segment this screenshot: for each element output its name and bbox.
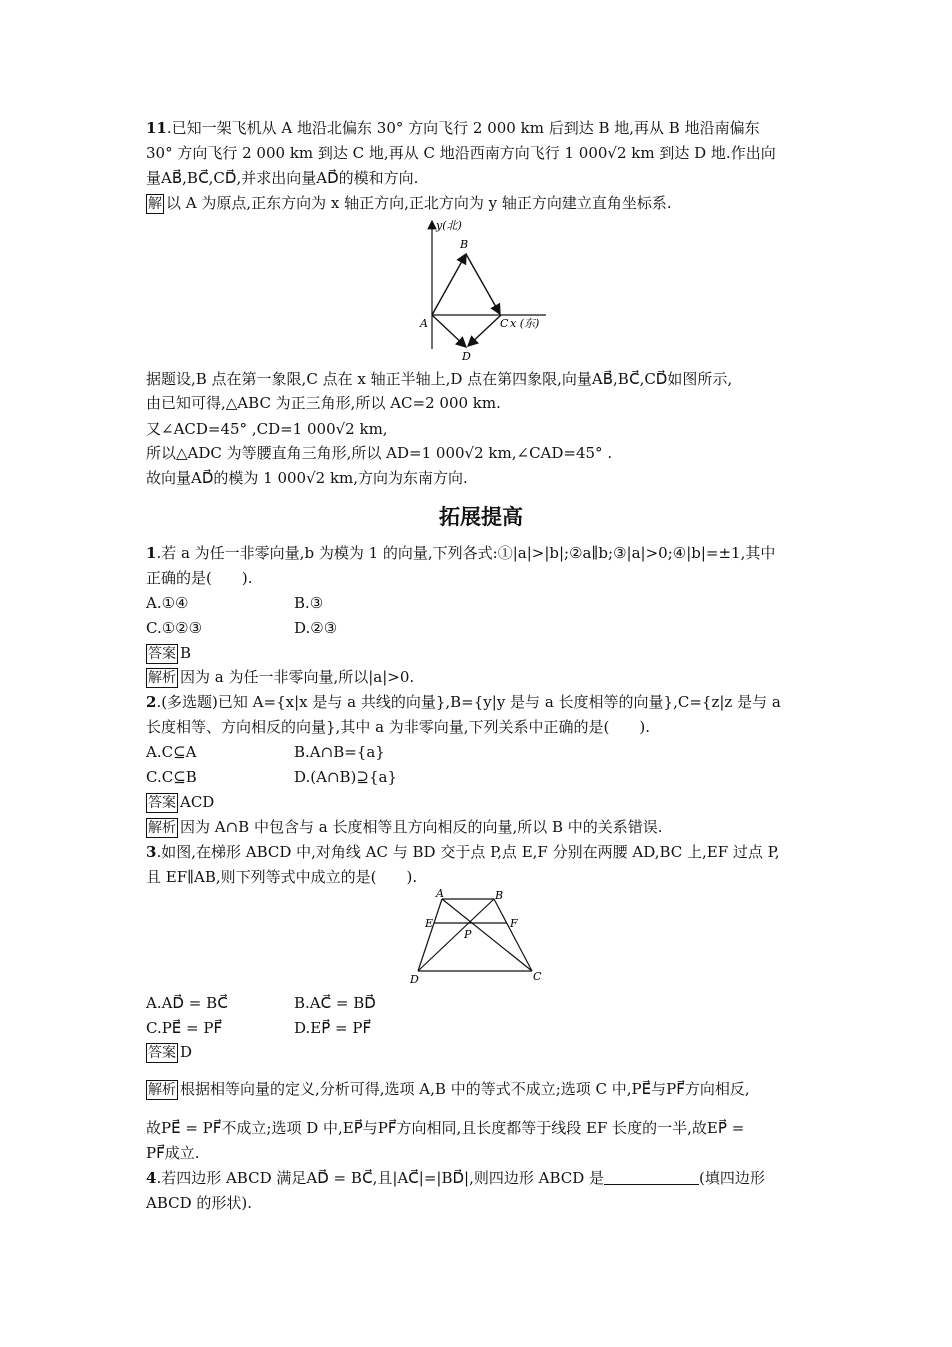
vector-ad: [432, 315, 466, 347]
point-a-label: A: [420, 317, 428, 330]
q3-answer: 答案 D: [148, 1043, 193, 1061]
explanation-tag: 解析: [148, 670, 176, 686]
q1-line-2: 正确的是( ).: [146, 569, 253, 587]
q11-line-3: 量AB⃗,BC⃗,CD⃗,并求出向量AD⃗的模和方向.: [146, 169, 419, 187]
trap-label-c: C: [533, 970, 542, 983]
explanation-tag: 解析: [148, 1082, 176, 1098]
q11-solution-line-4: 又∠ACD=45° ,CD=1 000√2 km,: [146, 420, 388, 438]
q3-option-b: B.AC⃗ = BD⃗: [294, 994, 376, 1012]
q11-solution-line-1: 解 以 A 为原点,正东方向为 x 轴正方向,正北方向为 y 轴正方向建立直角坐标系.: [148, 194, 672, 212]
answer-blank: [604, 1170, 699, 1185]
q1-option-d: D.②③: [294, 619, 338, 637]
trap-label-f: F: [510, 917, 518, 930]
trap-label-a: A: [436, 888, 444, 900]
q11-solution-line-2: 据题设,B 点在第一象限,C 点在 x 轴正半轴上,D 点在第四象限,向量AB⃗,BC⃗,CD⃗如图所示,: [146, 370, 733, 388]
q2-answer: 答案 ACD: [148, 793, 215, 811]
q4-line-2: ABCD 的形状).: [146, 1194, 253, 1212]
answer-tag: 答案: [148, 795, 176, 811]
solution-tag: 解: [148, 196, 162, 212]
q2-line-2: 长度相等、方向相反的向量},其中 a 为非零向量,下列关系中正确的是( ).: [146, 718, 651, 736]
q1-option-c: C.①②③: [146, 619, 203, 637]
q11-number: 11: [146, 119, 167, 137]
q1-option-b: B.③: [294, 594, 324, 612]
q3-option-d: D.EP⃗ = PF⃗: [294, 1019, 372, 1037]
vector-cd: [468, 315, 501, 346]
trap-label-e: E: [425, 917, 434, 930]
q2-option-d: D.(A∩B)⊇{a}: [294, 768, 397, 786]
point-c-label: C: [500, 317, 509, 330]
vector-bc: [466, 254, 500, 314]
y-axis-label: y(北): [436, 219, 462, 232]
q1-option-a: A.①④: [146, 594, 189, 612]
q3-option-a: A.AD⃗ = BC⃗: [146, 994, 228, 1012]
q3-explanation-line-2: 故PE⃗ = PF⃗不成立;选项 D 中,EP⃗与PF⃗方向相同,且长度都等于线段 EF 长度的一半,故EP⃗ =: [146, 1119, 745, 1137]
q2-option-b: B.A∩B={a}: [294, 743, 385, 761]
q2-explanation: 解析 因为 A∩B 中包含与 a 长度相等且方向相反的向量,所以 B 中的关系错误.: [148, 818, 663, 836]
q2-option-c: C.C⊆B: [146, 768, 197, 786]
q2-line-1: 2.(多选题)已知 A={x|x 是与 a 共线的向量},B={y|y 是与 a 长度相等的向量},C={z|z 是与 a: [146, 693, 781, 711]
q3-line-1: 3.如图,在梯形 ABCD 中,对角线 AC 与 BD 交于点 P,点 E,F 分别在两腰 AD,BC 上,EF 过点 P,: [146, 843, 780, 861]
q3-explanation-line-3: PF⃗成立.: [146, 1144, 200, 1162]
trapezoid-figure: [406, 888, 556, 988]
q11-line-1: 11.已知一架飞机从 A 地沿北偏东 30° 方向飞行 2 000 km 后到达 B 地,再从 B 地沿南偏东: [146, 119, 760, 137]
q4-line-1: 4.若四边形 ABCD 满足AD⃗ = BC⃗,且|AC⃗|=|BD⃗|,则四边形 ABCD 是 (填四边形: [146, 1169, 765, 1187]
coordinate-figure: [406, 215, 556, 365]
answer-tag: 答案: [148, 646, 176, 662]
q1-explanation: 解析 因为 a 为任一非零向量,所以|a|>0.: [148, 668, 415, 686]
q1-answer: 答案 B: [148, 644, 192, 662]
trap-label-b: B: [495, 889, 504, 902]
q2-option-a: A.C⊆A: [146, 743, 197, 761]
side-bc: [494, 899, 532, 971]
q3-line-2: 且 EF∥AB,则下列等式中成立的是( ).: [146, 868, 418, 886]
point-d-label: D: [462, 350, 471, 363]
q11-line-2: 30° 方向飞行 2 000 km 到达 C 地,再从 C 地沿西南方向飞行 1 000√2 km 到达 D 地.作出向: [146, 144, 776, 162]
vector-ab: [432, 254, 466, 315]
trap-label-d: D: [410, 973, 419, 986]
answer-tag: 答案: [148, 1045, 176, 1061]
q1-line-1: 1.若 a 为任一非零向量,b 为模为 1 的向量,下列各式:①|a|>|b|;②a∥b;③|a|>0;④|b|=±1,其中: [146, 544, 776, 562]
trap-label-p: P: [464, 928, 472, 941]
q3-explanation-line-1: 解析 根据相等向量的定义,分析可得,选项 A,B 中的等式不成立;选项 C 中,PE⃗与PF⃗方向相反,: [148, 1080, 750, 1098]
section-title: 拓展提高: [439, 505, 523, 529]
explanation-tag: 解析: [148, 820, 176, 836]
q3-option-c: C.PE⃗ = PF⃗: [146, 1019, 223, 1037]
q11-solution-line-5: 所以△ADC 为等腰直角三角形,所以 AD=1 000√2 km,∠CAD=45° .: [146, 444, 613, 462]
q11-solution-line-3: 由已知可得,△ABC 为正三角形,所以 AC=2 000 km.: [146, 394, 501, 412]
x-axis-label: x (东): [510, 317, 540, 330]
point-b-label: B: [460, 238, 469, 251]
q11-solution-line-6: 故向量AD⃗的模为 1 000√2 km,方向为东南方向.: [146, 469, 468, 487]
